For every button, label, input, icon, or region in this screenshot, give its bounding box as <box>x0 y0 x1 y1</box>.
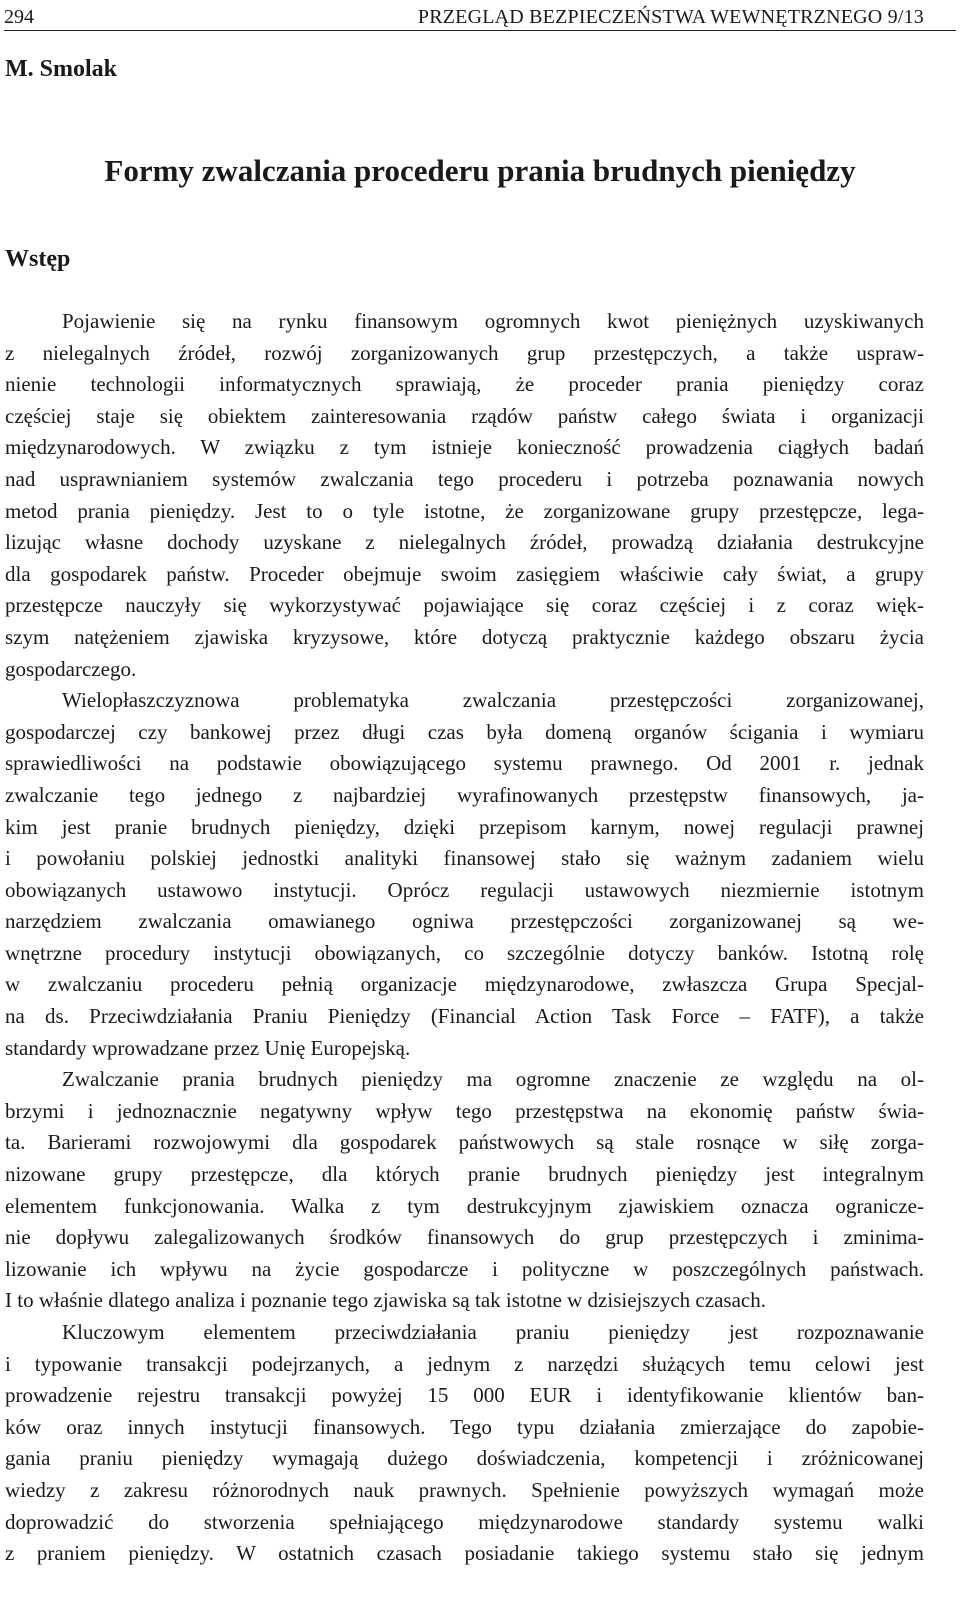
text-line: wiedzy z zakresu różnorodnych nauk prawnych. Spełnienie powyższych wymagań może <box>5 1477 924 1502</box>
text-line: i typowanie transakcji podejrzanych, a jednym z narzędzi służących temu celowi jest <box>5 1351 924 1376</box>
page-number: 294 <box>4 6 34 28</box>
text-line: lizowanie ich wpływu na życie gospodarcze i polityczne w poszczególnych państwach. <box>5 1256 924 1281</box>
text-line: obowiązanych ustawowo instytucji. Oprócz regulacji ustawowych niezmiernie istotnym <box>5 877 924 902</box>
text-line: dla gospodarek państw. Proceder obejmuje swoim zasięgiem właściwie cały świat, a grupy <box>5 561 924 586</box>
text-line: kim jest pranie brudnych pieniędzy, dzięki przepisom karnym, nowej regulacji prawnej <box>5 814 924 839</box>
paragraph <box>5 306 924 685</box>
text-line: Pojawienie się na rynku finansowym ogromnych kwot pieniężnych uzyskiwanych <box>62 309 924 333</box>
text-line: metod prania pieniędzy. Jest to o tyle istotne, że zorganizowane grupy przestępcze, lega- <box>5 498 924 523</box>
article-title: Formy zwalczania procederu prania brudnych pieniędzy <box>104 153 856 188</box>
text-line: doprowadzić do stworzenia spełniającego międzynarodowe standardy systemu walki <box>5 1509 924 1534</box>
section-heading: Wstęp <box>5 246 71 272</box>
journal-title: PRZEGLĄD BEZPIECZEŃSTWA WEWNĘTRZNEGO 9/13 <box>417 6 924 28</box>
text-line: częściej staje się obiektem zainteresowania rządów państw całego świata i organizacji <box>5 403 924 428</box>
text-line: nienie technologii informatycznych sprawiają, że proceder prania pieniędzy coraz <box>5 372 924 397</box>
text-line: gospodarczego. <box>5 656 137 681</box>
text-line: międzynarodowych. W związku z tym istnieje konieczność prowadzenia ciągłych badań <box>5 435 924 460</box>
text-line: przestępcze nauczyły się wykorzystywać pojawiające się coraz częściej i z coraz więk- <box>5 593 924 618</box>
text-line: wnętrzne procedury instytucji obowiązanych, co szczególnie dotyczy banków. Istotną rolę <box>5 940 924 965</box>
text-line: Kluczowym elementem przeciwdziałania praniu pieniędzy jest rozpoznawanie <box>62 1320 924 1344</box>
text-line: Wielopłaszczyznowa problematyka zwalczania przestępczości zorganizowanej, <box>62 688 924 713</box>
text-line: narzędziem zwalczania omawianego ogniwa przestępczości zorganizowanej są we- <box>5 909 924 934</box>
text-line: gospodarczej czy bankowej przez długi czas była domeną organów ścigania i wymiaru <box>5 719 924 744</box>
text-line: Zwalczanie prania brudnych pieniędzy ma ogromne znaczenie ze względu na ol- <box>62 1067 924 1092</box>
article-body <box>5 306 924 1570</box>
text-line: lizując własne dochody uzyskane z nielegalnych źródeł, prowadzą działania destrukcyjne <box>5 530 924 555</box>
text-line: I to właśnie dlatego analiza i poznanie tego zjawiska są tak istotne w dzisiejszych czasach. <box>5 1288 766 1313</box>
text-line: brzymi i jednoznacznie negatywny wpływ tego przestępstwa na ekonomię państw świa- <box>5 1098 924 1123</box>
text-line: nad usprawnianiem systemów zwalczania tego procederu i potrzeba poznawania nowych <box>5 466 924 491</box>
text-line: zwalczanie tego jednego z najbardziej wyrafinowanych przestępstw finansowych, ja- <box>5 782 924 807</box>
text-line: w zwalczaniu procederu pełnią organizacje międzynarodowe, zwłaszcza Grupa Specjal- <box>5 972 924 997</box>
text-line: ta. Barierami rozwojowymi dla gospodarek państwowych są stale rosnące w siłę zorga- <box>5 1130 924 1155</box>
paragraph <box>5 685 924 1064</box>
text-line: standardy wprowadzane przez Unię Europejską. <box>5 1035 411 1060</box>
text-line: i powołaniu polskiej jednostki analityki finansowej stało się ważnym zadaniem wielu <box>5 846 924 871</box>
text-line: szym natężeniem zjawiska kryzysowe, które dotyczą praktycznie każdego obszaru życia <box>5 624 924 649</box>
paragraph <box>5 1317 924 1570</box>
running-header <box>4 2 956 31</box>
text-line: na ds. Przeciwdziałania Praniu Pieniędzy (Financial Action Task Force – FATF), a także <box>5 1004 924 1029</box>
text-line: z nielegalnych źródeł, rozwój zorganizowanych grup przestępczych, a także uspraw- <box>5 340 924 365</box>
text-line: elementem funkcjonowania. Walka z tym destrukcyjnym zjawiskiem oznacza ogranicze- <box>5 1193 924 1218</box>
text-line: prowadzenie rejestru transakcji powyżej 15 000 EUR i identyfikowanie klientów ban- <box>5 1383 924 1408</box>
text-line: nie dopływu zalegalizowanych środków finansowych do grup przestępczych i zminima- <box>5 1225 924 1250</box>
text-line: gania praniu pieniędzy wymagają dużego doświadczenia, kompetencji i zróżnicowanej <box>5 1446 924 1471</box>
text-line: nizowane grupy przestępcze, dla których pranie brudnych pieniędzy jest integralnym <box>5 1162 924 1187</box>
author-name: M. Smolak <box>5 56 118 82</box>
text-line: z praniem pieniędzy. W ostatnich czasach posiadanie takiego systemu stało się jednym <box>5 1541 924 1566</box>
text-line: sprawiedliwości na podstawie obowiązującego systemu prawnego. Od 2001 r. jednak <box>5 751 924 776</box>
text-line: ków oraz innych instytucji finansowych. Tego typu działania zmierzające do zapobie- <box>5 1414 924 1439</box>
paragraph <box>5 1064 924 1317</box>
